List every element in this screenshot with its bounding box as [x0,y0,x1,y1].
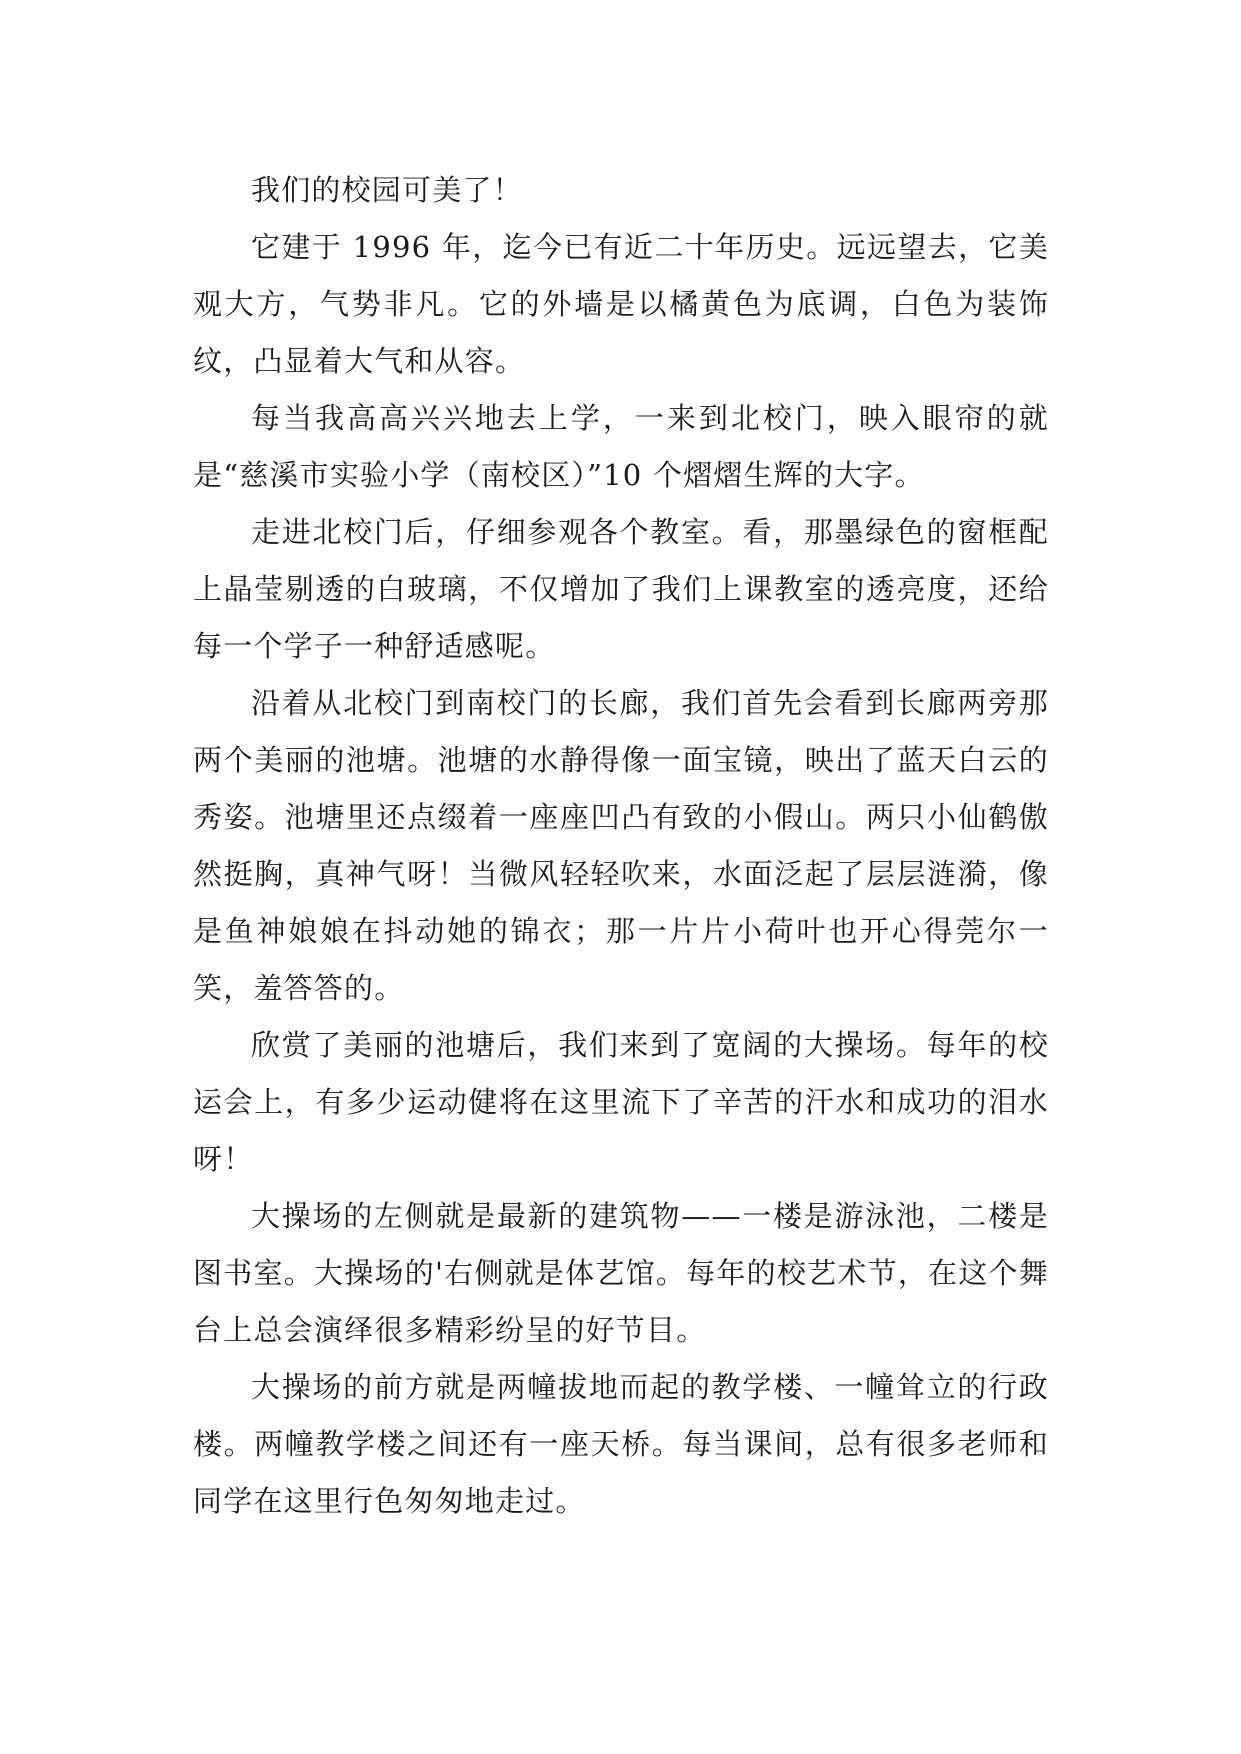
paragraph-1: 我们的校园可美了！ [251,173,523,207]
paragraph-3: 每当我高高兴兴地去上学，一来到北校门，映入眼帘的就是“慈溪市实验小学（南校区）”10 个熠熠生辉的大字。 [193,401,1049,492]
paragraph-7: 大操场的左侧就是最新的建筑物——一楼是游泳池，二楼是图书室。大操场的'右侧就是体艺馆。每年的校艺术节，在这个舞台上总会演绎很多精彩纷呈的好节目。 [193,1199,1049,1347]
paragraph-4: 走进北校门后，仔细参观各个教室。看，那墨绿色的窗框配上晶莹剔透的白玻璃，不仅增加了我们上课教室的透亮度，还给每一个学子一种舒适感呢。 [193,515,1049,663]
paragraph-8: 大操场的前方就是两幢拔地而起的教学楼、一幢耸立的行政楼。两幢教学楼之间还有一座天桥。每当课间，总有很多老师和同学在这里行色匆匆地走过。 [193,1370,1049,1518]
paragraph-6: 欣赏了美丽的池塘后，我们来到了宽阔的大操场。每年的校运会上，有多少运动健将在这里流下了辛苦的汗水和成功的泪水呀！ [193,1028,1049,1176]
paragraph-5: 沿着从北校门到南校门的长廊，我们首先会看到长廊两旁那两个美丽的池塘。池塘的水静得像一面宝镜，映出了蓝天白云的秀姿。池塘里还点缀着一座座凹凸有致的小假山。两只小仙鹤傲然挺胸，真神气呀！当微风轻轻吹来，水面泛起了层层涟漪，像是鱼神娘娘在抖动她的锦衣；那一片片小荷叶也开心得莞尔一笑，羞答答的。 [193,686,1049,1005]
document-body [193,162,1049,1530]
paragraph-2: 它建于 1996 年，迄今已有近二十年历史。远远望去，它美观大方，气势非凡。它的外墙是以橘黄色为底调，白色为装饰纹，凸显着大气和从容。 [193,230,1049,378]
